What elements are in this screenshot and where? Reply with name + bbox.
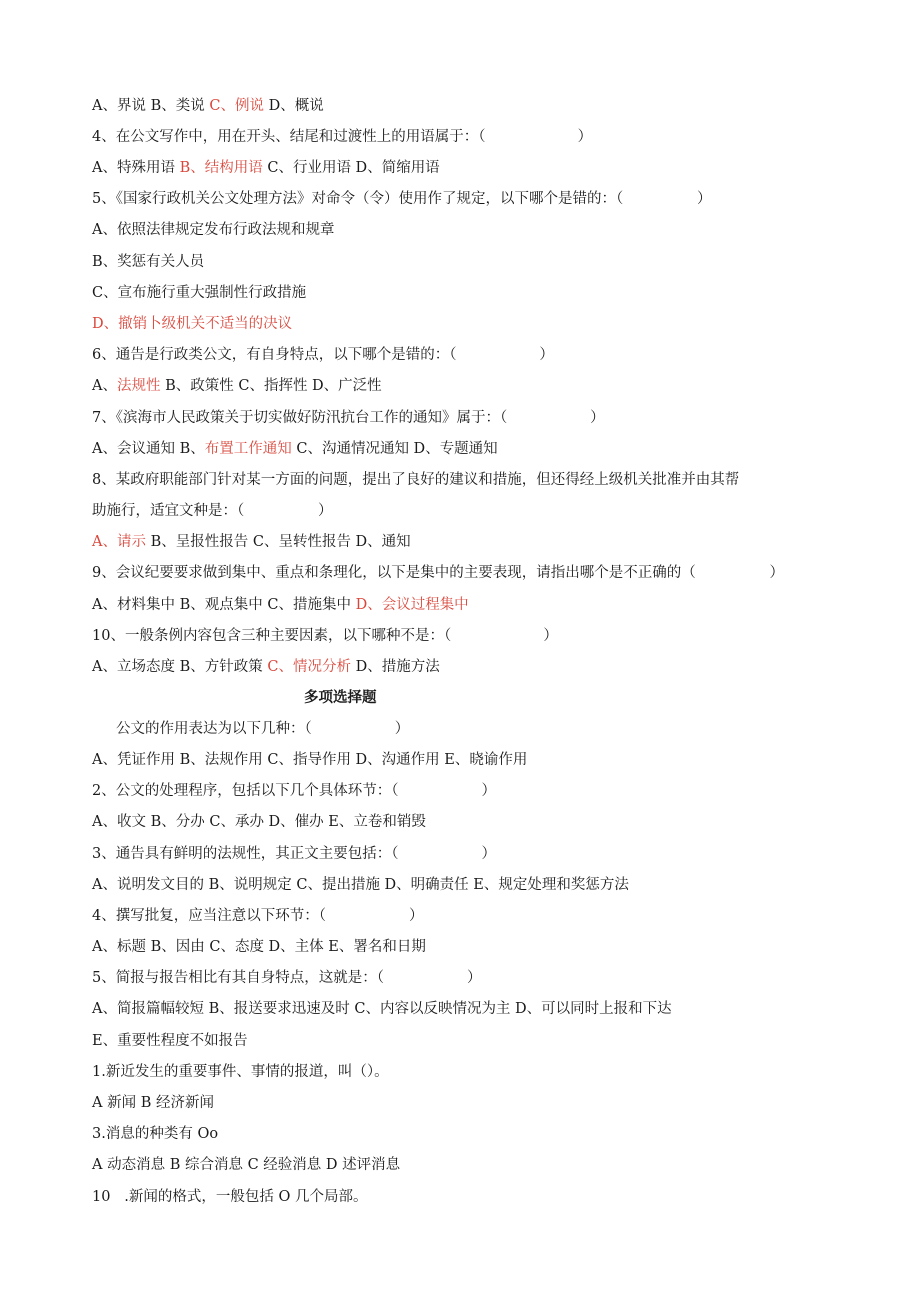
line-text: C、行业用语 D、简缩用语 [262,160,440,176]
line-text: A、材料集中 B、观点集中 C、措施集中 [92,597,356,613]
line-text: A、简报篇幅较短 B、报送要求迅速及时 C、内容以反映情况为主 D、可以同时上报和下达 [92,1001,672,1017]
line-text: A、标题 B、因由 C、态度 D、主体 E、署名和日期 [92,939,426,955]
mc-option-line-2 [92,810,426,834]
line-text: A、会议通知 B、 [92,441,205,457]
line-text: A、界说 B、类说 [92,98,210,114]
mc-option-line-5 [92,997,672,1021]
line-text: D、概说 [263,98,324,114]
option-q5-d [92,312,292,336]
question-8-cont [92,499,333,523]
line-text: A、特殊用语 [92,160,180,176]
mc-question-5 [92,966,481,990]
line-text: B、奖惩有关人员 [92,254,205,270]
option-line-q4 [92,156,440,180]
line-text: A 动态消息 B 综合消息 C 经验消息 D 述评消息 [92,1157,401,1173]
mc-option-line-1 [92,748,527,772]
answer-highlight: C、情况分析 [267,659,351,675]
question-7 [92,406,605,430]
mc-question-4 [92,904,423,928]
line-text: 6、通告是行政类公文，有自身特点，以下哪个是错的：（ ） [92,347,554,363]
line-text: 3.消息的种类有 Oo [92,1126,219,1142]
line-text: C、宣布施行重大强制性行政措施 [92,285,307,301]
question-4 [92,125,592,149]
mc-question-2 [92,779,496,803]
line-text: 10、一般条例内容包含三种主要因素，以下哪种不是：（ ） [92,628,558,644]
line-text: 5、简报与报告相比有其自身特点，这就是：（ ） [92,970,482,986]
answer-highlight: D、会议过程集中 [355,597,469,613]
line-text: A 新闻 B 经济新闻 [92,1095,214,1111]
mc-question-3 [92,842,496,866]
mc-option-line-3 [92,873,629,897]
question-10 [92,624,558,648]
question-8 [92,468,739,492]
line-text: 2、公文的处理程序，包括以下几个具体环节：（ ） [92,783,496,799]
answer-highlight: 法规性 [116,378,161,394]
answer-highlight: C、例说 [209,98,264,114]
line-text: B、呈报性报告 C、呈转性报告 D、通知 [145,534,411,550]
line-text: A、说明发文目的 B、说明规定 C、提出措施 D、明确责任 E、规定处理和奖惩方法 [92,877,629,893]
section-heading-multiple-choice: 多项选择题 [304,690,377,706]
answer-highlight: D、撤销卜级机关不适当的决议 [92,316,293,332]
news-question-1 [92,1060,389,1084]
line-text: E、重要性程度不如报告 [92,1033,248,1049]
option-q5-b [92,250,204,274]
option-line-q3 [92,94,324,118]
line-text: 10 .新闻的格式，一般包括 O 几个局部。 [92,1189,368,1205]
mc-question-1 [116,717,409,741]
question-6 [92,343,554,367]
line-text: A、收文 B、分办 C、承办 D、催办 E、立卷和销毁 [92,814,426,830]
option-line-q7 [92,437,498,461]
line-text: 3、通告具有鲜明的法规性，其正文主要包括：（ ） [92,846,496,862]
line-text: 5、《国家行政机关公文处理方法》对命令（令）使用作了规定，以下哪个是错的：（ ） [92,191,712,207]
news-question-10 [92,1185,368,1209]
line-text: A、凭证作用 B、法规作用 C、指导作用 D、沟通作用 E、晓谕作用 [92,752,528,768]
answer-highlight: 布置工作通知 [204,441,292,457]
line-text: A、 [92,378,117,394]
question-5 [92,187,711,211]
question-9 [92,561,784,585]
news-question-3 [92,1122,218,1146]
answer-highlight: A、请示 [92,534,146,550]
line-text: 8、某政府职能部门针对某一方面的问题，提出了良好的建议和措施，但还得经上级机关批准并由其帮 [92,472,740,488]
news-option-line-1 [92,1091,214,1115]
line-text: D、措施方法 [350,659,440,675]
option-q5-a [92,218,334,242]
line-text: 助施行，适宜文种是：（ ） [92,503,333,519]
line-text: B、政策性 C、指挥性 D、广泛性 [160,378,382,394]
line-text: 1.新近发生的重要事件、事情的报道，叫（）。 [92,1064,389,1080]
mc-option-line-5b [92,1029,248,1053]
option-line-q6 [92,374,382,398]
line-text: C、沟通情况通知 D、专题通知 [291,441,498,457]
news-option-line-3 [92,1153,400,1177]
line-text: 7、《滨海市人民政策关于切实做好防汛抗台工作的通知》属于：（ ） [92,410,605,426]
line-text: 4、在公文写作中，用在开头、结尾和过渡性上的用语属于：（ ） [92,129,593,145]
mc-option-line-4 [92,935,426,959]
option-q5-c [92,281,306,305]
option-line-q8 [92,530,411,554]
line-text: A、立场态度 B、方针政策 [92,659,268,675]
line-text: 公文的作用表达为以下几种：（ ） [116,721,410,737]
line-text: A、依照法律规定发布行政法规和规章 [92,222,335,238]
answer-highlight: B、结构用语 [179,160,263,176]
option-line-q9 [92,593,469,617]
line-text: 4、撰写批复，应当注意以下环节：（ ） [92,908,424,924]
option-line-q10 [92,655,440,679]
line-text: 9、会议纪要要求做到集中、重点和条理化，以下是集中的主要表现，请指出哪个是不正确的（ ） [92,565,784,581]
